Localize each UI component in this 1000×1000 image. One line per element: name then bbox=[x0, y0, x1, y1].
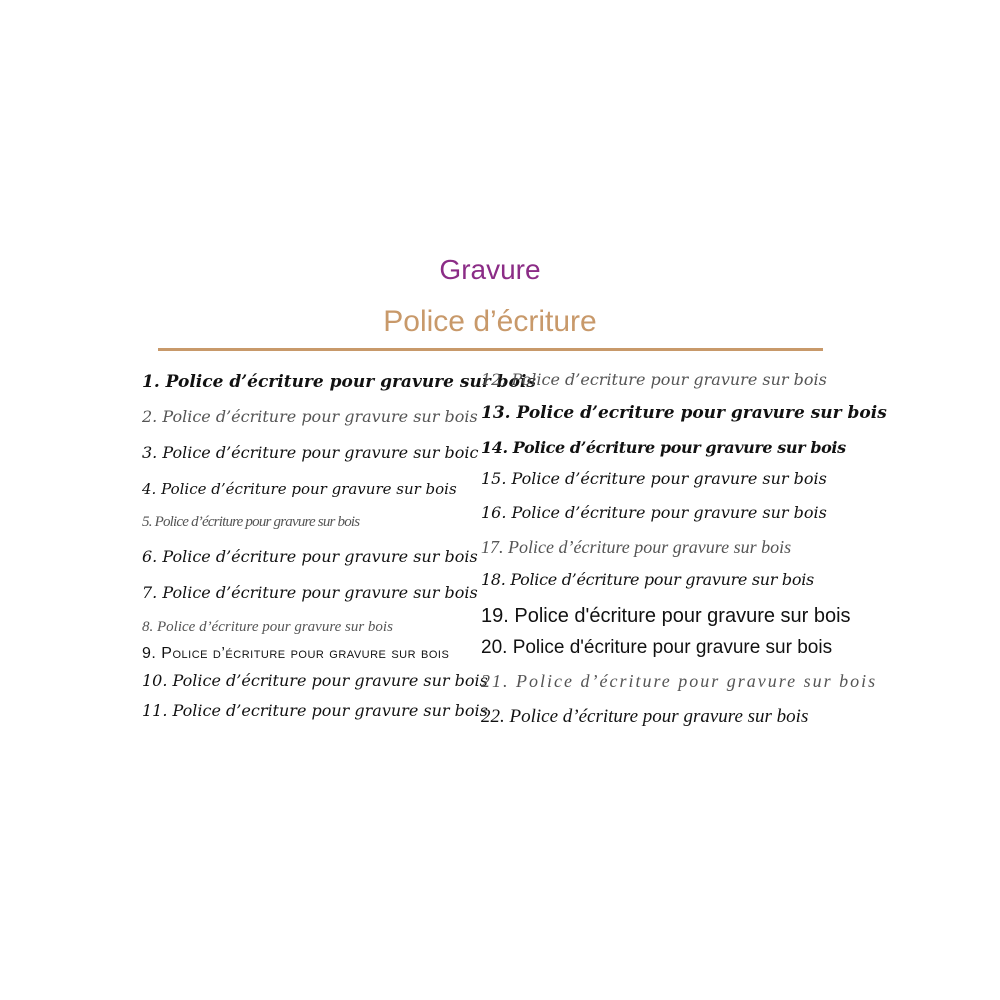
page-title: Gravure bbox=[439, 254, 541, 285]
font-sample-17: 17. Police d’écriture pour gravure sur bois bbox=[481, 537, 792, 557]
font-sample-12: 12. Police d’ecriture pour gravure sur bois bbox=[481, 370, 827, 389]
font-sample-1: 1. Police d’écriture pour gravure sur bois bbox=[142, 372, 536, 392]
font-sample-19: 19. Police d'écriture pour gravure sur bois bbox=[481, 605, 851, 627]
page-subtitle: Police d’écriture bbox=[383, 305, 597, 338]
font-sample-8: 8. Police d’écriture pour gravure sur bois bbox=[142, 619, 393, 635]
font-sample-11: 11. Police d’ecriture pour gravure sur bois bbox=[142, 701, 488, 720]
font-sample-2: 2. Police d’écriture pour gravure sur bois bbox=[142, 407, 478, 426]
font-sample-5: 5. Police d’écriture pour gravure sur bois bbox=[142, 514, 360, 530]
font-sample-4: 4. Police d’écriture pour gravure sur bois bbox=[142, 480, 457, 498]
font-sample-3: 3. Police d’écriture pour gravure sur boic bbox=[142, 443, 479, 462]
font-sample-13: 13. Police d’ecriture pour gravure sur bois bbox=[481, 403, 887, 423]
font-sample-21: 21. Police d’écriture pour gravure sur bois bbox=[481, 671, 878, 691]
font-sample-14: 14. Police d’écriture pour gravure sur bois bbox=[481, 438, 846, 457]
font-sample-15: 15. Police d’écriture pour gravure sur bois bbox=[481, 469, 827, 488]
font-sample-6: 6. Police d’écriture pour gravure sur bois bbox=[142, 547, 478, 566]
font-sample-22: 22. Police d’écriture pour gravure sur bois bbox=[481, 706, 809, 727]
font-sample-18: 18. Police d’écriture pour gravure sur bois bbox=[481, 570, 814, 589]
font-sample-9: 9. Police d’écriture pour gravure sur bois bbox=[142, 645, 450, 662]
font-sample-20: 20. Police d'écriture pour gravure sur bois bbox=[481, 637, 833, 658]
font-sample-7: 7. Police d’écriture pour gravure sur bois bbox=[142, 583, 478, 602]
divider bbox=[158, 348, 823, 351]
font-sample-16: 16. Police d’écriture pour gravure sur bois bbox=[481, 503, 827, 522]
font-sample-10: 10. Police d’écriture pour gravure sur bois bbox=[142, 671, 488, 690]
